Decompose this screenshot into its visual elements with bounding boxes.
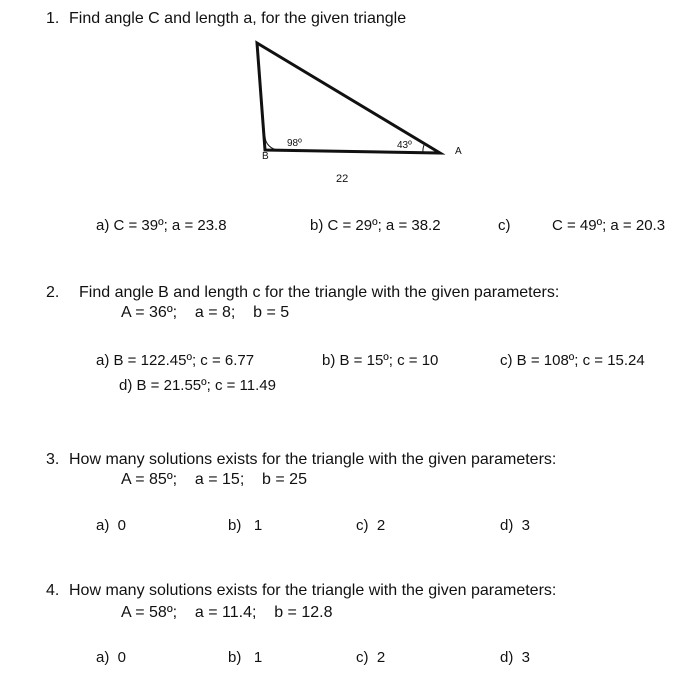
q3-params: A = 85º; a = 15; b = 25 (121, 471, 307, 488)
angle-b-label: 98º (287, 138, 302, 149)
q1-option-c-marker: c) (498, 217, 511, 234)
q4-number: 4. (46, 582, 60, 599)
q3-option-c: c) 2 (356, 517, 386, 534)
q4-option-c: c) 2 (356, 649, 386, 666)
q3-option-d: d) 3 (500, 517, 531, 534)
triangle-figure (240, 35, 480, 195)
q2-option-c: c) B = 108º; c = 15.24 (500, 352, 645, 369)
q1-text: Find angle C and length a, for the given triangle (69, 10, 407, 27)
q4-option-a: a) 0 (96, 649, 127, 666)
q3-text: How many solutions exists for the triangle with the given parameters: (69, 451, 557, 468)
q1-option-a: a) C = 39º; a = 23.8 (96, 217, 227, 234)
angle-a-label: 43º (397, 140, 412, 151)
q4-text: How many solutions exists for the triangle with the given parameters: (69, 582, 557, 599)
q4-option-d: d) 3 (500, 649, 531, 666)
vertex-a-label: A (455, 146, 462, 157)
q3-number: 3. (46, 451, 60, 468)
q2-option-a: a) B = 122.45º; c = 6.77 (96, 352, 255, 369)
triangle-shape (257, 43, 440, 153)
q1-option-b: b) C = 29º; a = 38.2 (310, 217, 441, 234)
q4-option-b: b) 1 (228, 649, 263, 666)
q3-option-b: b) 1 (228, 517, 263, 534)
q2-option-b: b) B = 15º; c = 10 (322, 352, 439, 369)
side-label: 22 (336, 173, 349, 185)
q2-text: Find angle B and length c for the triangle with the given parameters: (79, 284, 560, 301)
q2-number: 2. (46, 284, 60, 301)
q1-number: 1. (46, 10, 60, 27)
q3-option-a: a) 0 (96, 517, 127, 534)
q2-option-d: d) B = 21.55º; c = 11.49 (119, 377, 276, 394)
angle-b-arc (265, 136, 279, 150)
q4-params: A = 58º; a = 11.4; b = 12.8 (121, 604, 333, 621)
q2-params: A = 36º; a = 8; b = 5 (121, 304, 290, 321)
q1-option-c: C = 49º; a = 20.3 (552, 217, 666, 234)
vertex-b-label: B (262, 151, 269, 162)
